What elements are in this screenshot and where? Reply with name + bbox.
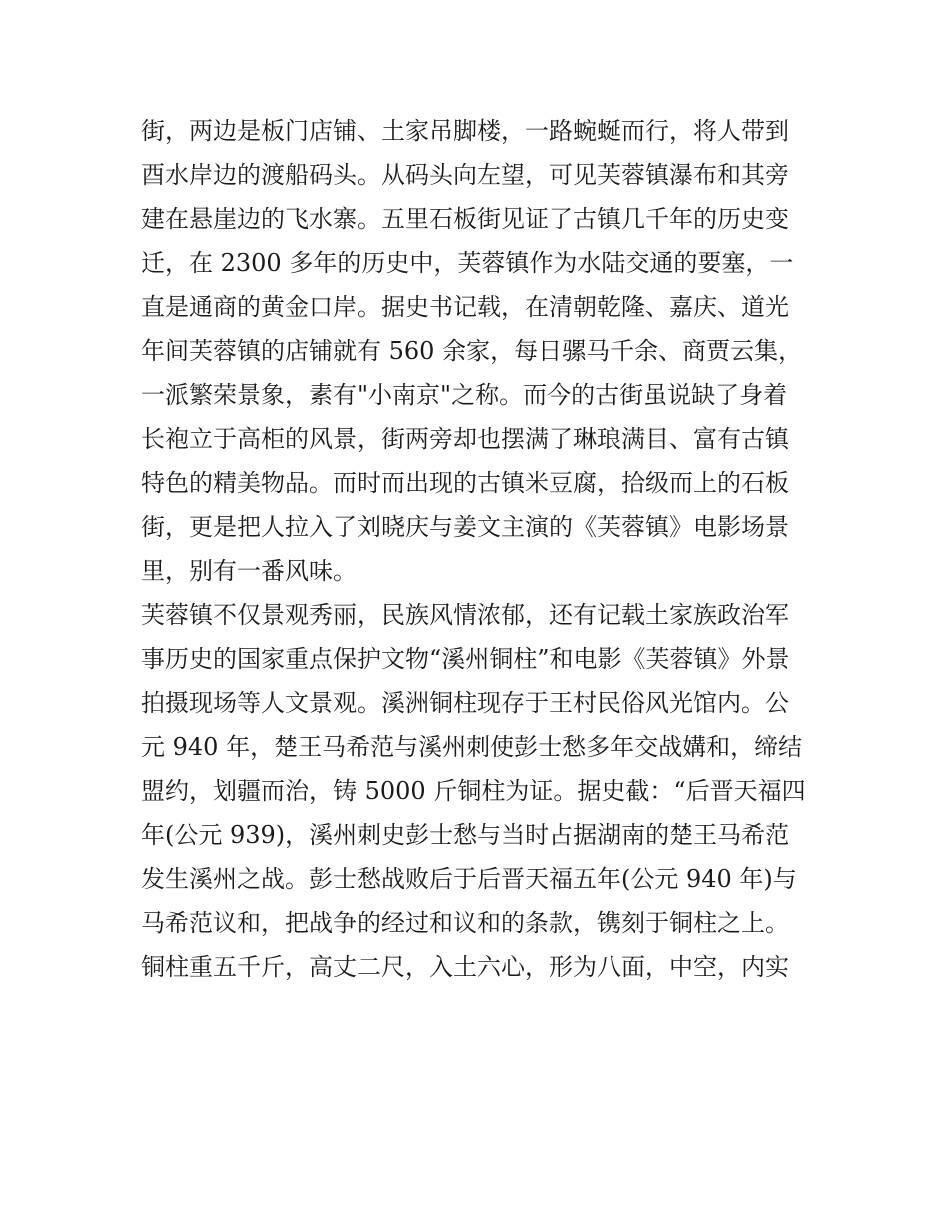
text-line: 铜柱重五千斤，高丈二尺，入土六心，形为八面，中空，内实 [141, 953, 789, 981]
text-line: 直是通商的黄金口岸。据史书记载，在清朝乾隆、嘉庆、道光 [141, 293, 789, 321]
text-line: 事历史的国家重点保护文物“溪州铜柱”和电影《芙蓉镇》外景 [141, 645, 790, 673]
text-line: 特色的精美物品。而时而出现的古镇米豆腐，拾级而上的石板 [141, 469, 789, 497]
body-text [141, 109, 816, 989]
text-line: 拍摄现场等人文景观。溪洲铜柱现存于王村民俗风光馆内。公 [141, 689, 789, 717]
text-line: 盟约，划疆而治，铸 5000 斤铜柱为证。据史截：“后晋天福四 [141, 777, 806, 805]
text-line: 年间芙蓉镇的店铺就有 560 余家，每日骡马千余、商贾云集， [141, 337, 803, 365]
text-line: 里，别有一番风味。 [141, 557, 357, 585]
text-line: 迁，在 2300 多年的历史中，芙蓉镇作为水陆交通的要塞，一 [141, 249, 794, 277]
text-line: 长袍立于高柜的风景，街两旁却也摆满了琳琅满目、富有古镇 [141, 425, 789, 453]
text-line: 酉水岸边的渡船码头。从码头向左望，可见芙蓉镇瀑布和其旁 [141, 161, 789, 189]
text-line: 芙蓉镇不仅景观秀丽，民族风情浓郁，还有记载土家族政治军 [141, 601, 789, 629]
text-line: 一派繁荣景象，素有"小南京"之称。而今的古街虽说缺了身着 [141, 381, 788, 409]
text-line: 元 940 年，楚王马希范与溪州刺使彭士愁多年交战媾和，缔结 [141, 733, 803, 761]
text-line: 年(公元 939)，溪州刺史彭士愁与当时占据湖南的楚王马希范 [141, 821, 790, 849]
text-line: 街，更是把人拉入了刘晓庆与姜文主演的《芙蓉镇》电影场景 [141, 513, 789, 541]
text-line: 发生溪州之战。彭士愁战败后于后晋天福五年(公元 940 年)与 [141, 865, 797, 893]
text-line: 建在悬崖边的飞水寨。五里石板街见证了古镇几千年的历史变 [141, 205, 789, 233]
text-line: 马希范议和，把战争的经过和议和的条款，镌刻于铜柱之上。 [141, 909, 789, 937]
text-line: 街，两边是板门店铺、土家吊脚楼，一路蜿蜒而行，将人带到 [141, 117, 789, 145]
